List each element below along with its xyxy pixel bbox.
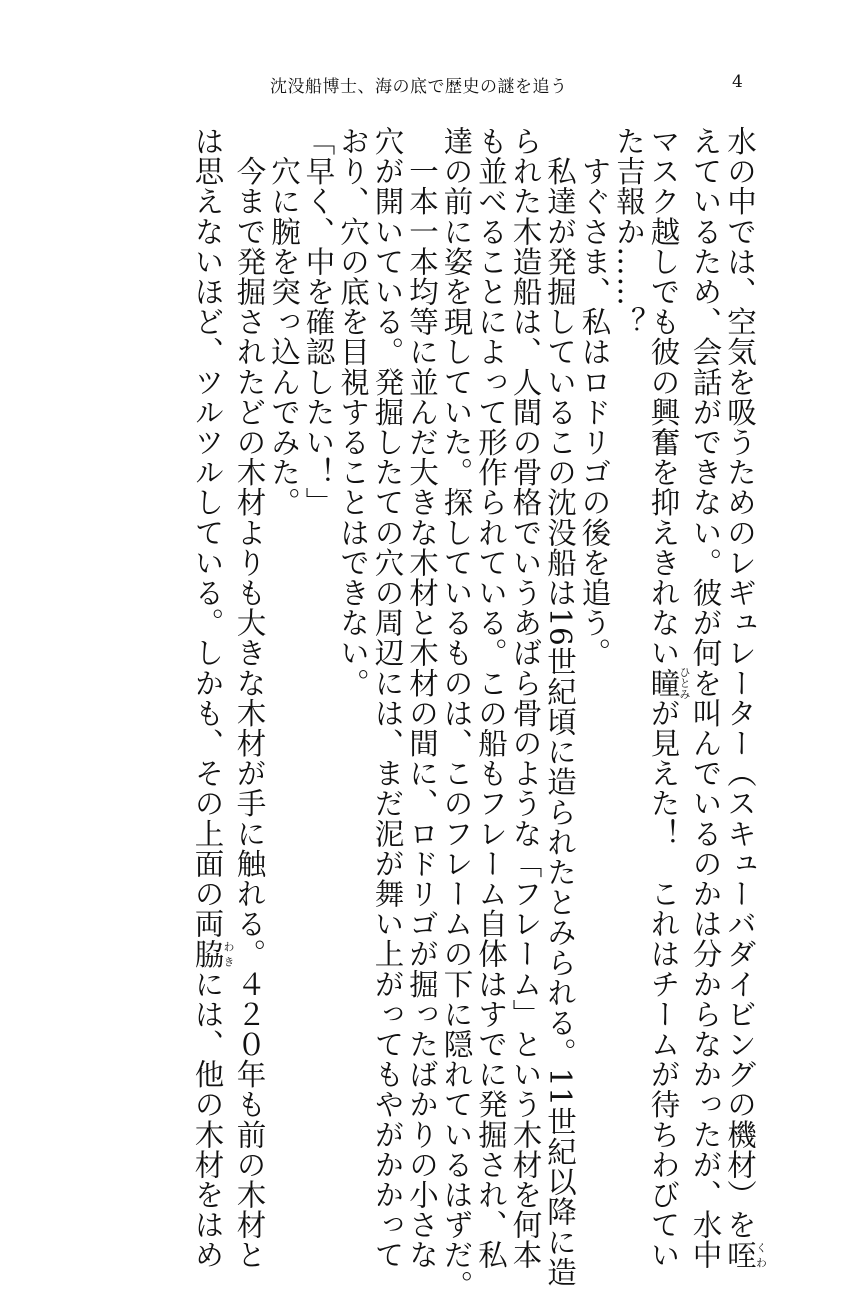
ruby-hitomi: 瞳ひとみ: [646, 666, 691, 700]
page-number: 4: [732, 72, 743, 92]
ruby-kuwa: 咥くわ: [723, 1239, 768, 1270]
paragraph-3: [439, 126, 577, 1300]
paragraph-6: [267, 126, 302, 1126]
paragraph-2: [577, 126, 612, 1126]
text-run: えているため、会話ができない。彼が何を叫んでいるのかは分からなかったが、水中 マスク越しでも彼の興奮を抑えきれない: [646, 126, 723, 1270]
text-run: 私達が発掘しているこの沈没船は16世紀頃に造られたとみられる。11世紀以降に造 られた木造船は、人間の骨格でいうあばら骨のような「フレーム」という木材を何本 も並べることによって形作られている。この船もフレーム自体はすでに発掘され、私 達の前に姿を現していた。探しているものは、このフレームの下に隠れているはずだ。: [439, 126, 577, 1300]
text-run: 今まで発掘されたどの木材よりも大きな木材が手に触れる。４２０年も前の木材と は思えないほど、ツルツルしている。しかも、その上面の両: [190, 126, 267, 1270]
text-run: すぐさま、私はロドリゴの後を追う。: [577, 126, 612, 668]
text-run: 一本一本均等に並んだ大きな木材と木材の間に、ロドリゴが掘ったばかりの小さな 穴が開いている。発掘したての穴の周辺には、まだ泥が舞い上がってもやがかかって おり、穴の底を目視することはできない。: [336, 126, 439, 1270]
ruby-waki: 脇わき: [190, 938, 235, 969]
text-run: には、他の木材をはめ: [190, 968, 225, 1270]
body-text: [67, 126, 768, 1300]
paragraph-5: [301, 126, 336, 1126]
running-title: 沈没船博士、海の底で歴史の謎を追う: [270, 77, 568, 97]
text-run: 「早く、中を確認したい！」: [301, 126, 336, 518]
paragraph-1: [612, 126, 768, 1270]
text-run: が見えた！ これはチームが待ちわびてい た吉報か……？: [612, 126, 681, 1270]
paragraph-7: [190, 126, 267, 1270]
text-run: 水の中では、空気を吸うためのレギュレーター（スキューバダイビングの機材）を: [723, 126, 757, 1240]
paragraph-4: [336, 126, 440, 1270]
text-run: 穴に腕を突っ込んでみた。: [267, 126, 301, 518]
